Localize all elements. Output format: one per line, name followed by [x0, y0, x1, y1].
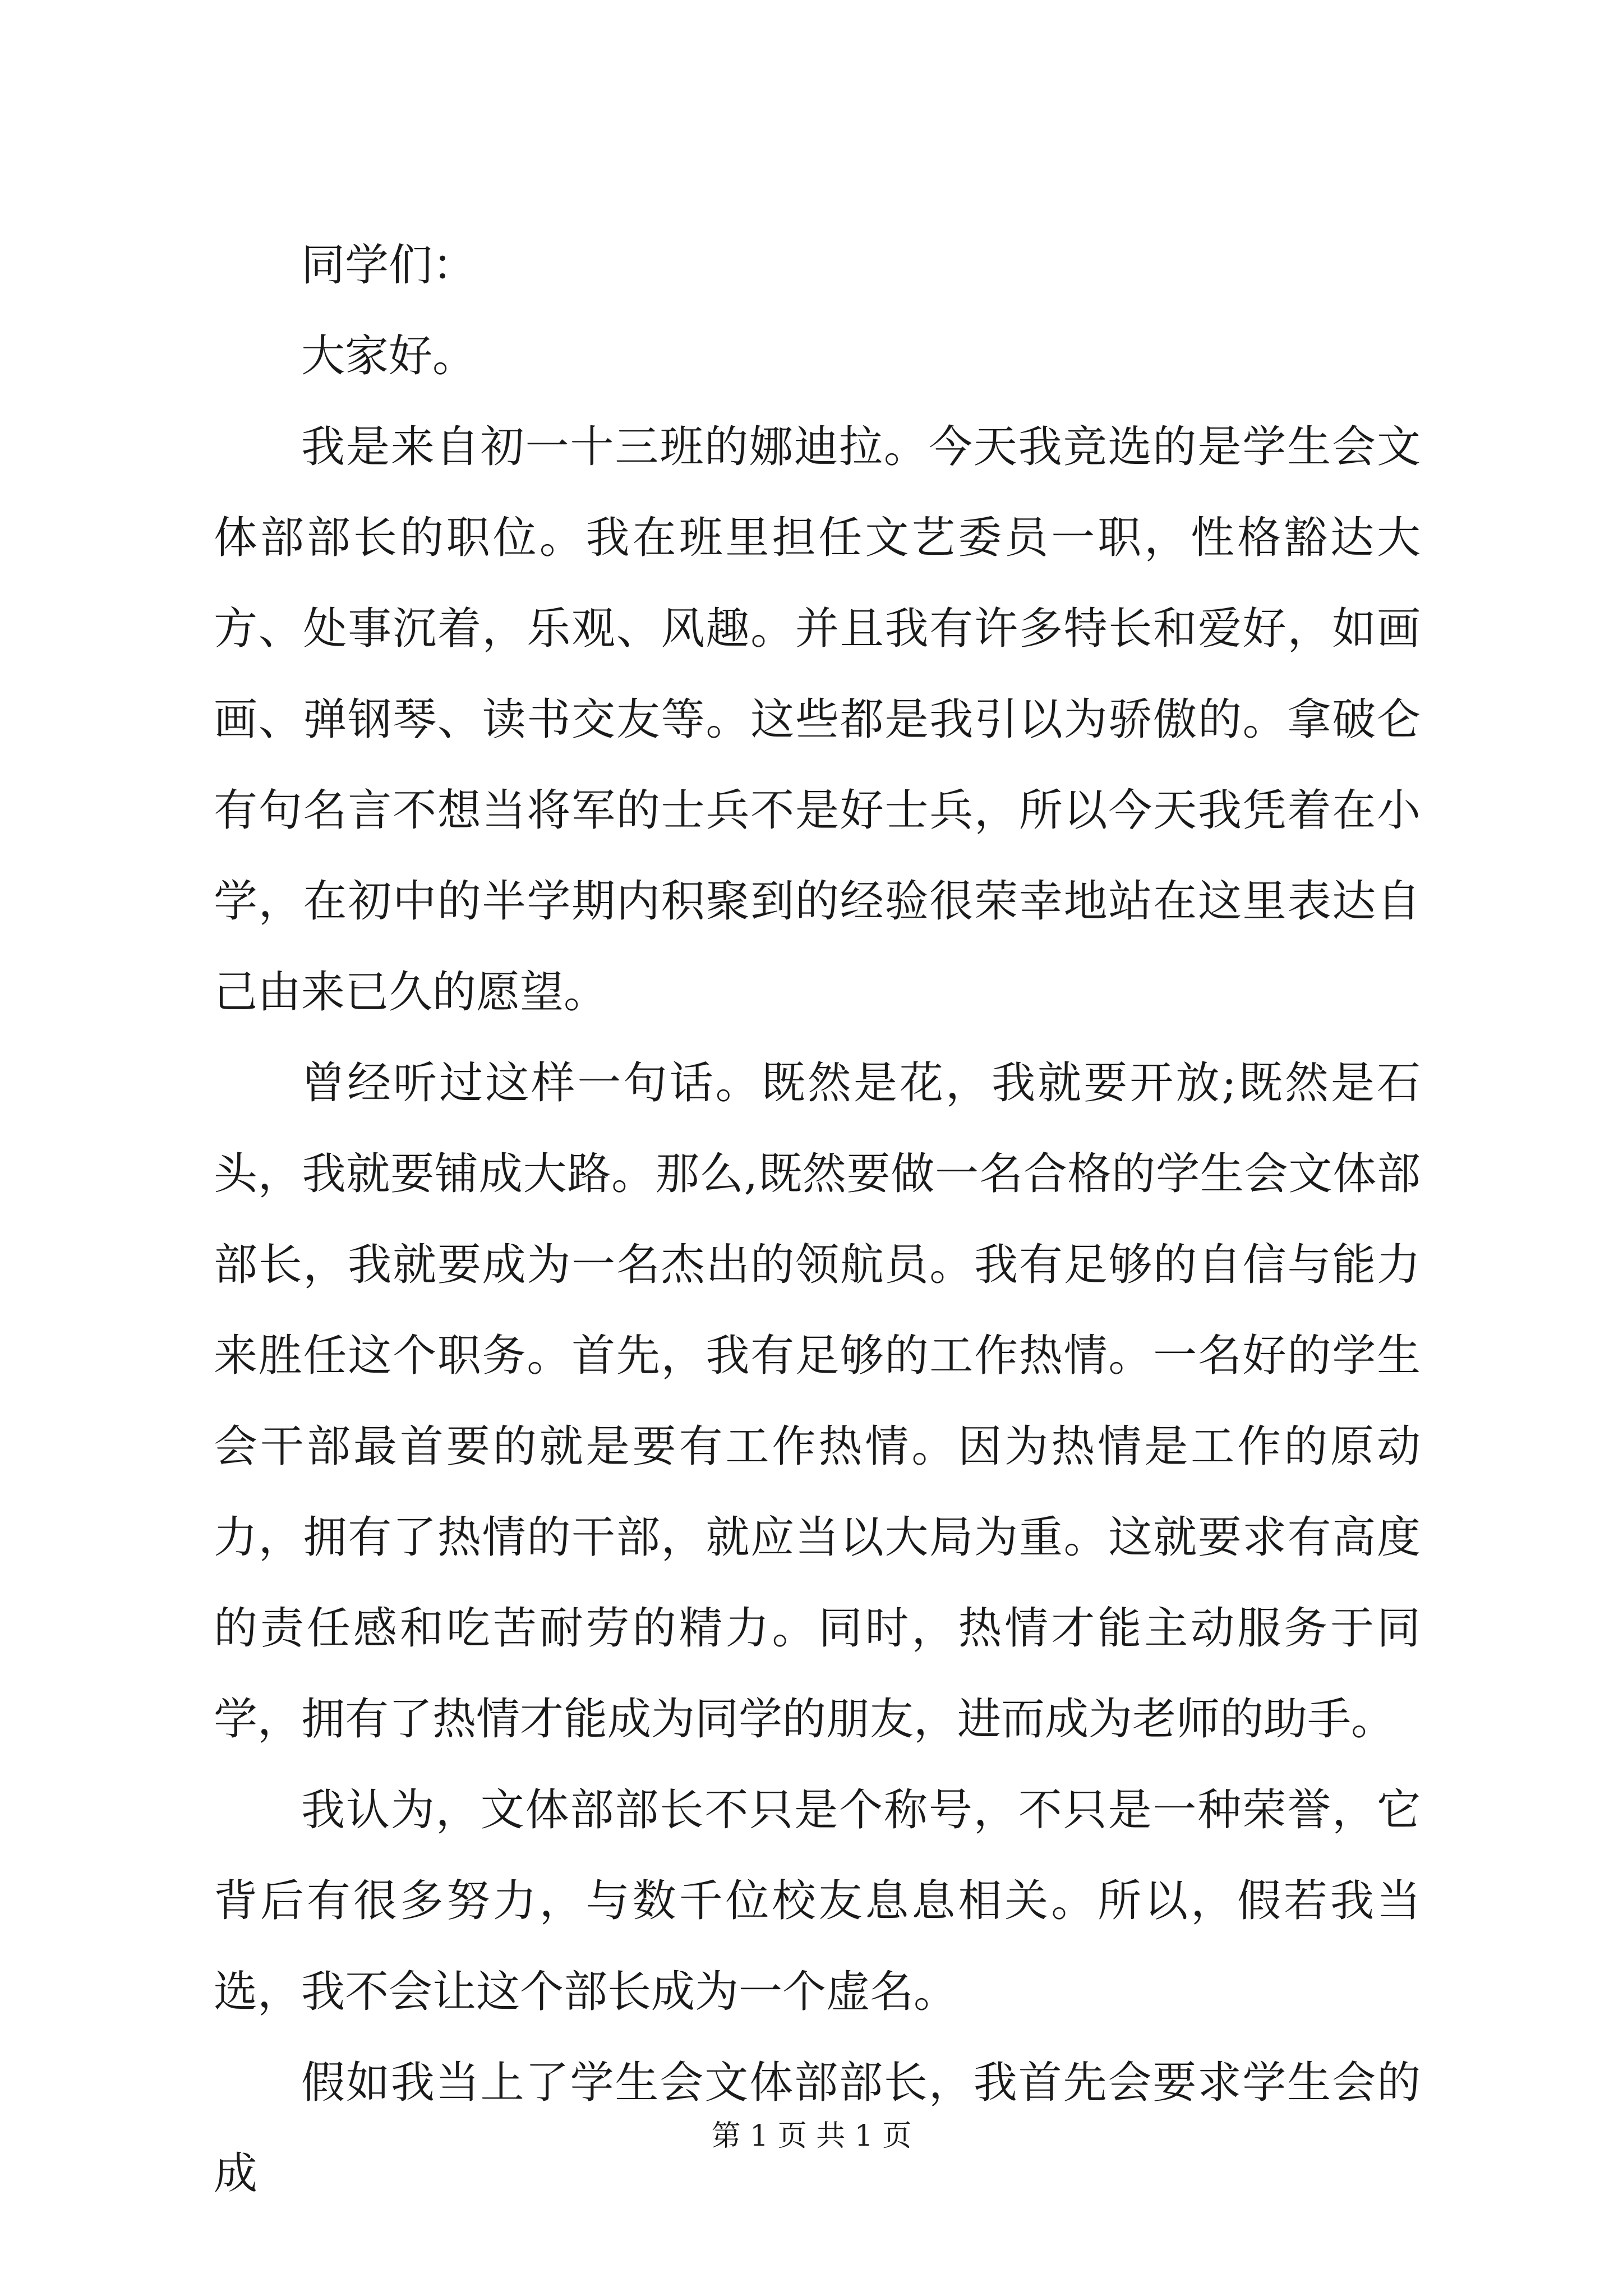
document-body: [214, 220, 1421, 2219]
paragraph-plan: 假如我当上了学生会文体部部长，我首先会要求学生会的成: [214, 2058, 1421, 2199]
paragraph-introduction: 我是来自初一十三班的娜迪拉。今天我竞选的是学生会文体部部长的职位。我在班里担任文艺委员一职，性格豁达大方、处事沉着，乐观、风趣。并且我有许多特长和爱好，如画画、弹钢琴、读书交友等。这些都是我引以为骄傲的。拿破仑有句名言不想当将军的士兵不是好士兵，所以今天我凭着在小学，在初中的半学期内积聚到的经验很荣幸地站在这里表达自己由来已久的愿望。: [214, 422, 1421, 1018]
paragraph-motivation: 曾经听过这样一句话。既然是花，我就要开放;既然是石头，我就要铺成大路。那么,既然要做一名合格的学生会文体部部长，我就要成为一名杰出的领航员。我有足够的自信与能力来胜任这个职务。首先，我有足够的工作热情。一名好的学生会干部最首要的就是要有工作热情。因为热情是工作的原动力，拥有了热情的干部，就应当以大局为重。这就要求有高度的责任感和吃苦耐劳的精力。同时，热情才能主动服务于同学，拥有了热情才能成为同学的朋友，进而成为老师的助手。: [214, 1058, 1421, 1745]
paragraph-responsibility: 我认为，文体部部长不只是个称号，不只是一种荣誉，它背后有很多努力，与数千位校友息息相关。所以，假若我当选，我不会让这个部长成为一个虚名。: [214, 1785, 1421, 2017]
page-number-footer: 第 1 页 共 1 页: [711, 2119, 912, 2153]
paragraph-greeting: 大家好。: [301, 331, 477, 381]
paragraph-salutation: 同学们：: [301, 240, 477, 291]
